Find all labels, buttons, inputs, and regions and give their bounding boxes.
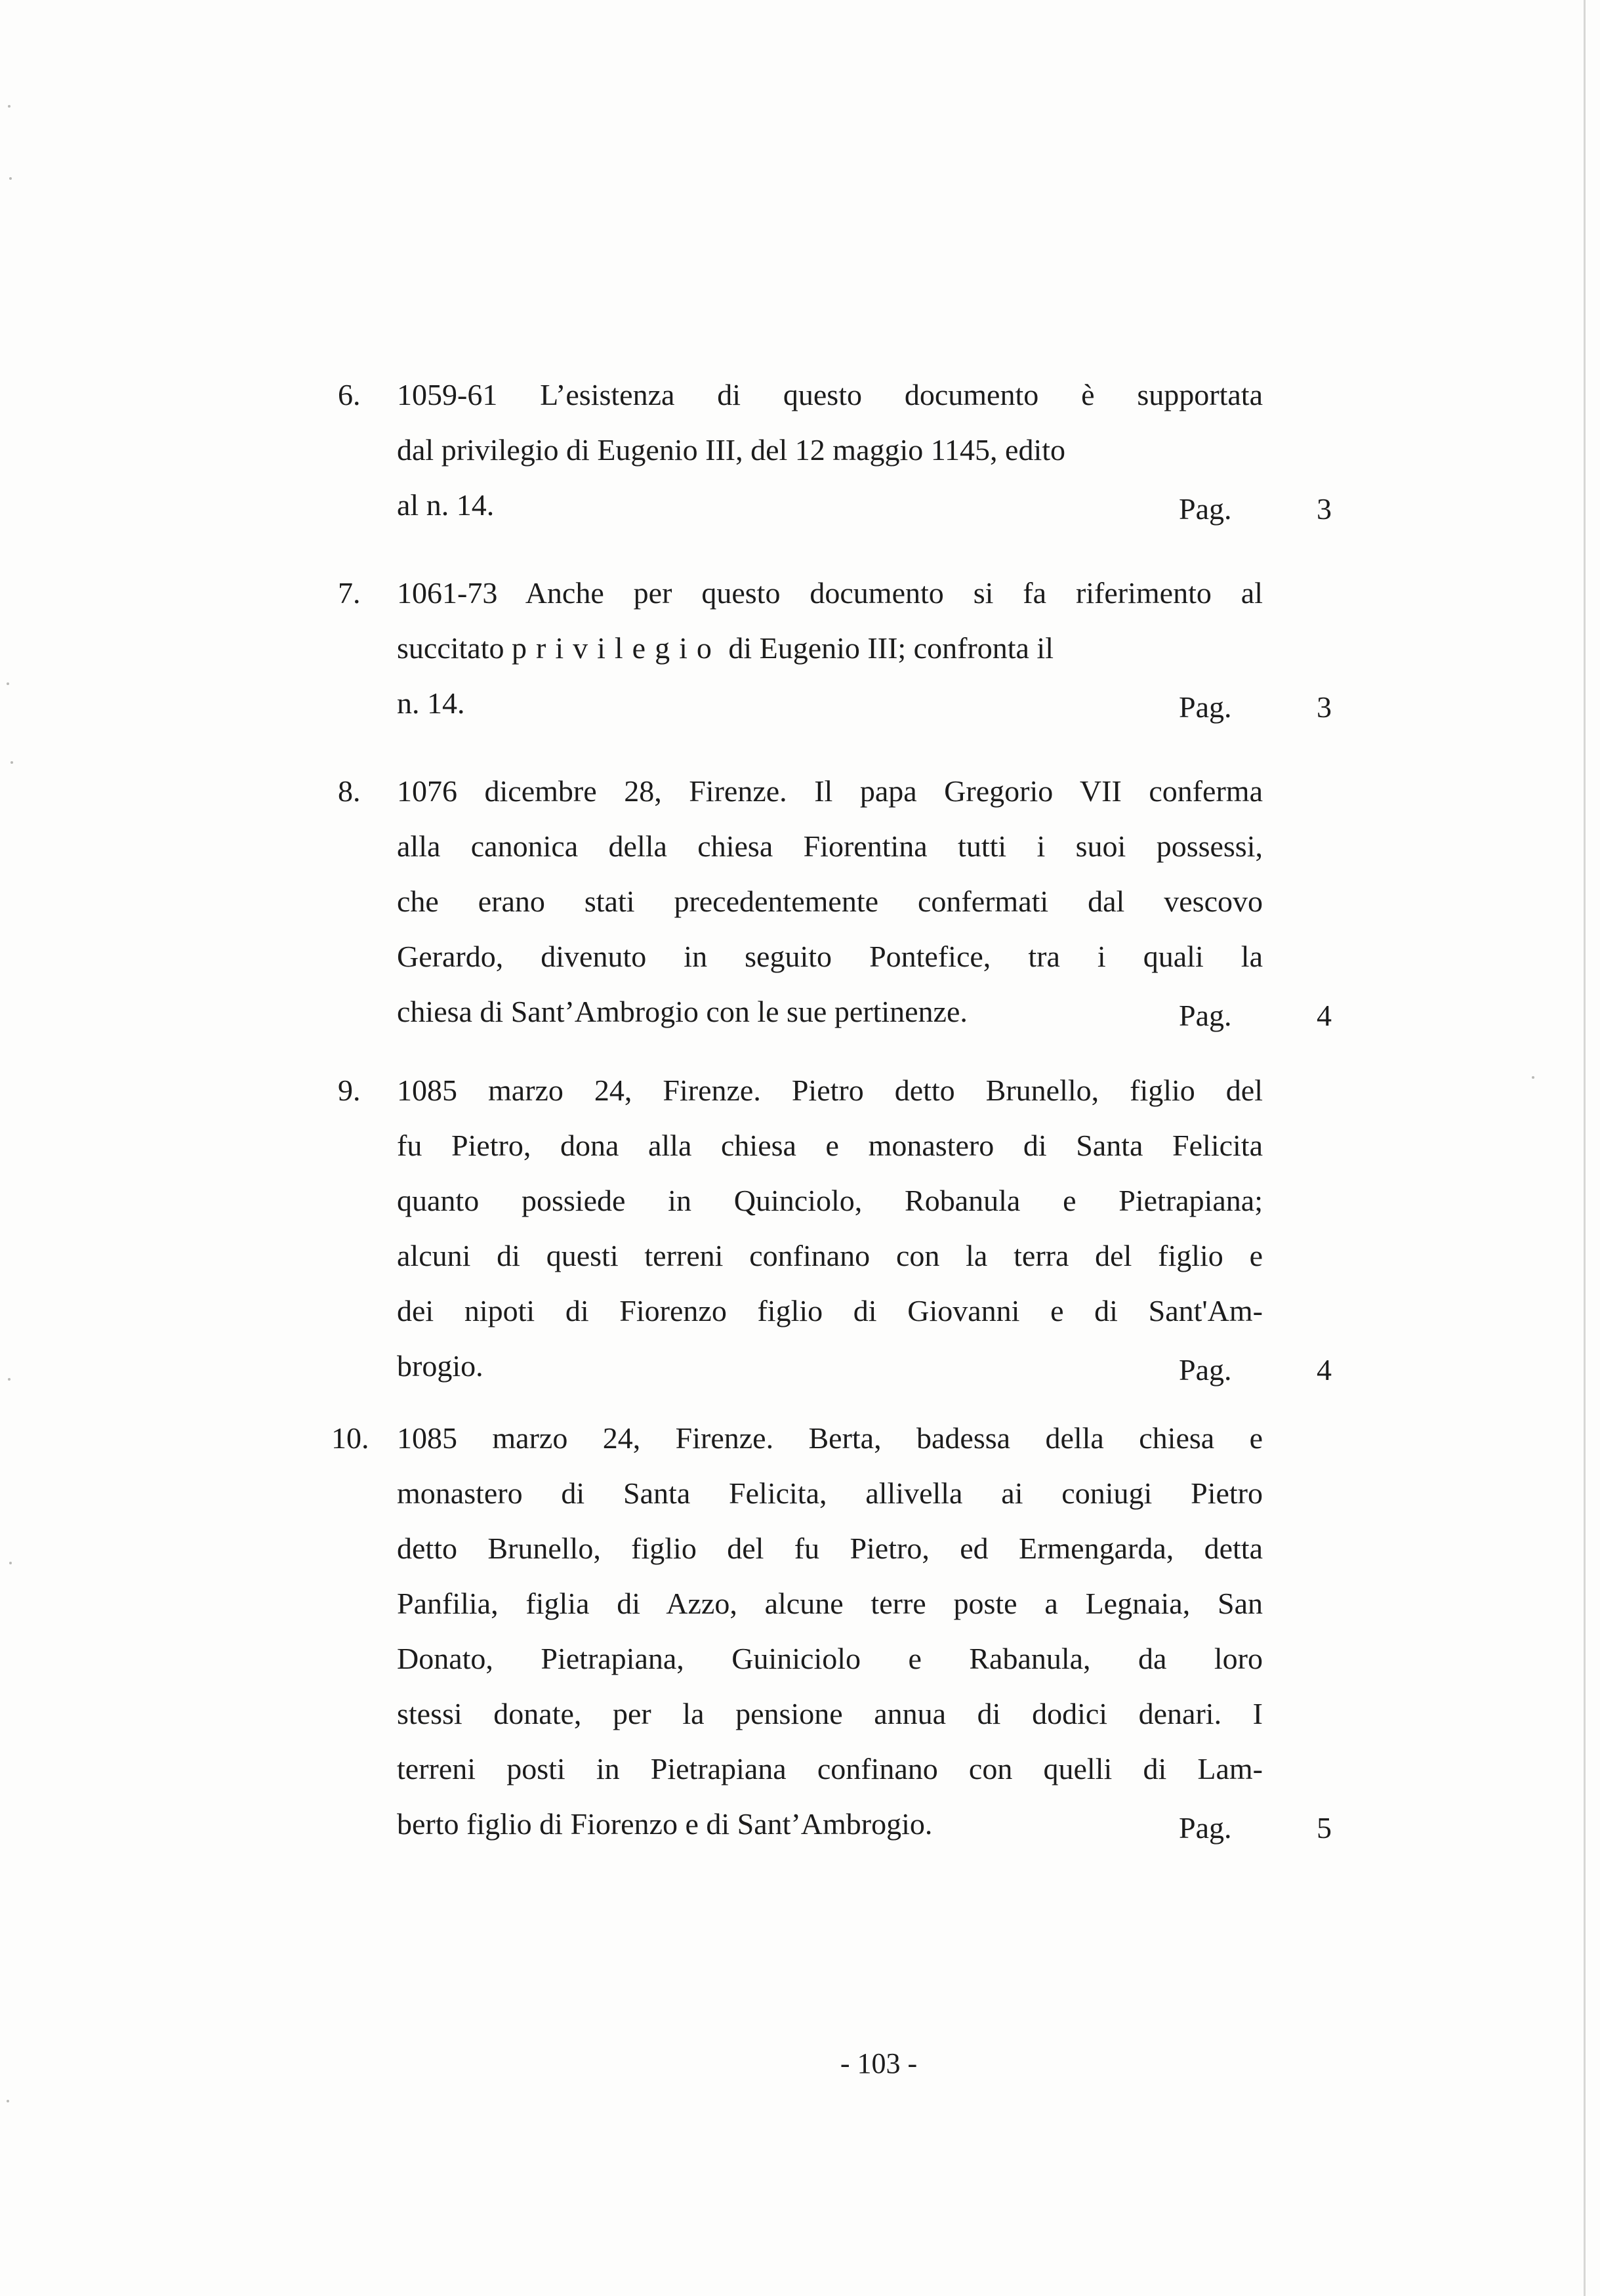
pag-label: Pag. xyxy=(1179,690,1232,724)
entry-line: Gerardo, divenuto in seguito Pontefice, tra i quali la xyxy=(397,940,1263,973)
pag-label: Pag. xyxy=(1179,1353,1232,1387)
entry-line: 1061-73 Anche per questo documento si fa riferimento al xyxy=(397,576,1263,610)
entry-number: 6. xyxy=(338,378,361,411)
page-reference xyxy=(397,676,1332,731)
entry-line: stessi donate, per la pensione annua di dodici denari. I xyxy=(397,1697,1263,1730)
scan-speck xyxy=(9,1562,12,1564)
entry-line: berto figlio di Fiorenzo e di Sant’Ambrogio. xyxy=(397,1807,933,1841)
entry-line: 1059-61 L’esistenza di questo documento è supportata xyxy=(397,378,1263,411)
page-number-ref: 3 xyxy=(1317,492,1332,526)
scan-speck xyxy=(1532,1076,1534,1079)
pag-label: Pag. xyxy=(1179,999,1232,1032)
entry-line: brogio. xyxy=(397,1349,483,1383)
entry-line: 1085 marzo 24, Firenze. Pietro detto Brunello, figlio del xyxy=(397,1074,1263,1107)
pag-label: Pag. xyxy=(1179,492,1232,526)
entry-line: dal privilegio di Eugenio III, del 12 maggio 1145, edito xyxy=(397,433,1066,467)
pag-label: Pag. xyxy=(1179,1811,1232,1845)
entry-line: alcuni di questi terreni confinano con la terra del figlio e xyxy=(397,1239,1263,1272)
entry-text xyxy=(397,1411,1332,1852)
page-edge xyxy=(1584,0,1586,2296)
entry-line: terreni posti in Pietrapiana confinano con quelli di Lam- xyxy=(397,1752,1263,1785)
page-number-ref: 4 xyxy=(1317,1353,1332,1387)
entry-number: 7. xyxy=(338,576,361,610)
entry-line: chiesa di Sant’Ambrogio con le sue pertinenze. xyxy=(397,995,968,1028)
entry-line: alla canonica della chiesa Fiorentina tutti i suoi possessi, xyxy=(397,829,1263,863)
entry-text xyxy=(397,1063,1332,1394)
entry-text xyxy=(397,566,1332,731)
spaced-word: privilegio xyxy=(512,631,721,665)
page-reference xyxy=(397,478,1332,533)
scan-speck xyxy=(10,761,13,764)
entry-text xyxy=(397,764,1332,1039)
entry-line: Panfilia, figlia di Azzo, alcune terre poste a Legnaia, San xyxy=(397,1587,1263,1620)
entry-line: al n. 14. xyxy=(397,488,495,522)
entry-line: 1076 dicembre 28, Firenze. Il papa Gregorio VII conferma xyxy=(397,774,1263,808)
entry-line: dei nipoti di Fiorenzo figlio di Giovanni e di Sant'Am- xyxy=(397,1294,1263,1327)
entry-line: Donato, Pietrapiana, Guiniciolo e Rabanula, da loro xyxy=(397,1642,1263,1675)
entry-line: quanto possiede in Quinciolo, Robanula e Pietrapiana; xyxy=(397,1184,1263,1217)
page-reference xyxy=(397,1797,1332,1852)
page-reference xyxy=(397,1339,1332,1394)
page-reference xyxy=(397,984,1332,1039)
scan-speck xyxy=(9,177,12,180)
scan-speck xyxy=(7,682,9,685)
entry-line: monastero di Santa Felicita, allivella ai coniugi Pietro xyxy=(397,1476,1263,1510)
entry-line: fu Pietro, dona alla chiesa e monastero di Santa Felicita xyxy=(397,1129,1263,1162)
page-folio: - 103 - xyxy=(840,2047,918,2079)
scan-speck xyxy=(8,105,10,108)
entry-line: 1085 marzo 24, Firenze. Berta, badessa della chiesa e xyxy=(397,1421,1263,1455)
entry-number: 8. xyxy=(338,774,361,808)
entry-line xyxy=(397,621,1263,676)
entry-text xyxy=(397,367,1332,533)
line-segment: succitato xyxy=(397,631,504,665)
page-number-ref: 3 xyxy=(1317,690,1332,724)
entry-number: 10. xyxy=(331,1421,369,1455)
entry-line: detto Brunello, figlio del fu Pietro, ed Ermengarda, detta xyxy=(397,1532,1263,1565)
page-number-ref: 5 xyxy=(1317,1811,1332,1845)
page-number-ref: 4 xyxy=(1317,999,1332,1032)
scan-speck xyxy=(7,2100,9,2102)
entry-line: n. 14. xyxy=(397,686,465,720)
entry-number: 9. xyxy=(338,1074,361,1107)
line-segment: di Eugenio III; confronta il xyxy=(728,631,1054,665)
entry-line: che erano stati precedentemente confermati dal vescovo xyxy=(397,885,1263,918)
scan-speck xyxy=(8,1378,10,1381)
